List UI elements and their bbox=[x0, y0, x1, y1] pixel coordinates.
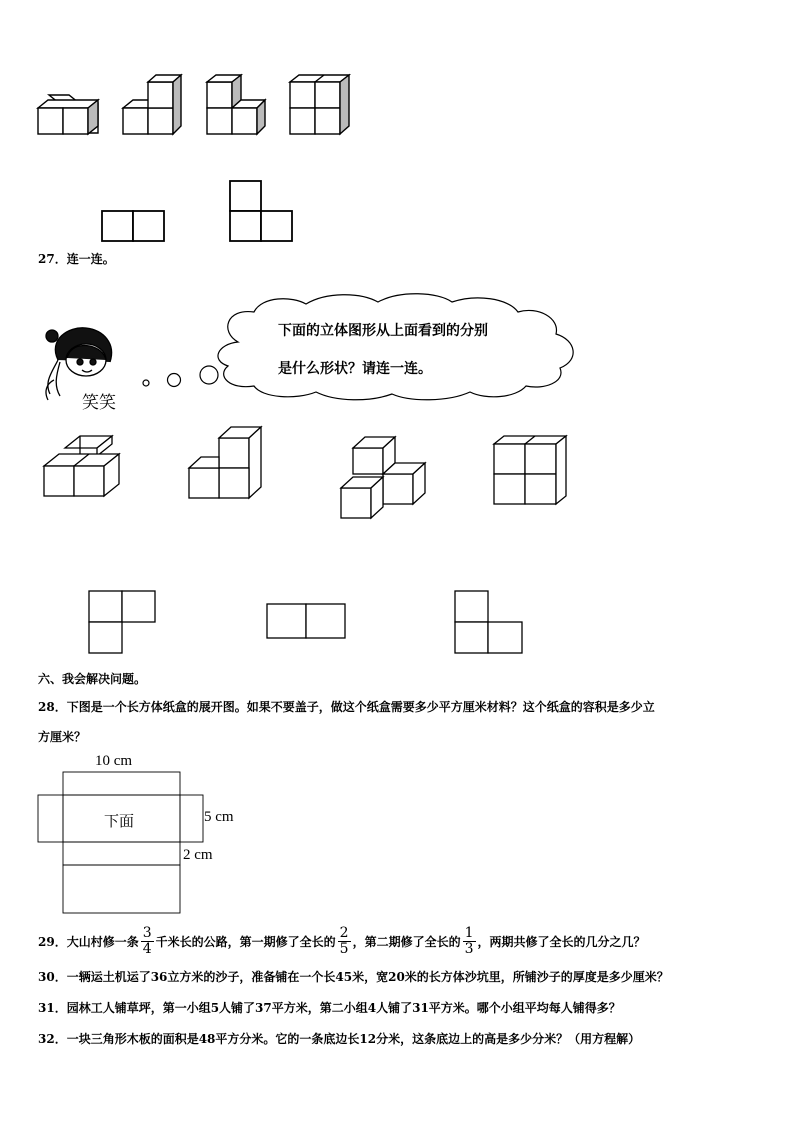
q27-solid-figures bbox=[0, 420, 794, 530]
q28-text-line-1: 28．下图是一个长方体纸盒的展开图。如果不要盖子，做这个纸盒需要多少平方厘米材料？这个纸盒的容积是多少立 bbox=[38, 700, 655, 714]
q27-plan-views bbox=[0, 585, 794, 660]
q28-text-line-2: 方厘米？ bbox=[38, 730, 87, 744]
label-height: 2 cm bbox=[183, 847, 213, 863]
q27-solid-figure-1 bbox=[44, 436, 119, 496]
fraction-denominator: 4 bbox=[142, 940, 152, 957]
q27-solid-figure-4 bbox=[494, 436, 566, 504]
plan-view-l-shape bbox=[230, 181, 292, 241]
q27-solid-figure-3 bbox=[341, 437, 425, 518]
q32-text: 32．一块三角形木板的面积是48平方分米。它的一条底边长12分米，这条底边上的高是多少分米？（用方程解） bbox=[38, 1032, 641, 1046]
fraction-denominator: 5 bbox=[339, 940, 349, 957]
q27-plan-view-2[interactable] bbox=[267, 604, 345, 638]
q29-part-2: 千米长的公路，第一期修了全长的 bbox=[155, 934, 336, 949]
section-heading: 六、我会解决问题。 bbox=[38, 672, 147, 686]
q27-title: 27．连一连。 bbox=[38, 252, 115, 266]
solid-figure-4 bbox=[290, 75, 349, 134]
q31-text: 31．园林工人铺草坪，第一小组5人铺了37平方米，第二小组4人铺了31平方米。哪个小组平均每人铺得多？ bbox=[38, 1001, 621, 1015]
label-width: 5 cm bbox=[204, 809, 234, 825]
top-solid-figures bbox=[0, 0, 794, 150]
q30-text: 30．一辆运土机运了36立方米的沙子，准备铺在一个长45米，宽20米的长方体沙坑里，所铺沙子的厚度是多少厘米？ bbox=[38, 970, 669, 984]
label-length: 10 cm bbox=[95, 753, 133, 769]
solid-figure-1 bbox=[38, 95, 98, 134]
bubble-line-1: 下面的立体图形从上面看到的分别 bbox=[278, 323, 488, 339]
fraction-three-quarters bbox=[141, 926, 154, 957]
fraction-one-third bbox=[463, 926, 476, 957]
fraction-numerator: 3 bbox=[142, 924, 152, 941]
q29-part-4: ，两期共修了全长的几分之几？ bbox=[477, 934, 646, 949]
q29-text bbox=[38, 922, 646, 960]
box-net-diagram bbox=[0, 750, 794, 920]
character-name: 笑笑 bbox=[82, 393, 116, 413]
fraction-two-fifths bbox=[338, 926, 351, 957]
bubble-line-2: 是什么形状？请连一连。 bbox=[278, 361, 432, 377]
q27-solid-figure-2 bbox=[189, 427, 261, 498]
fraction-numerator: 2 bbox=[339, 924, 349, 941]
q27-plan-view-1[interactable] bbox=[89, 591, 155, 653]
label-bottom-face: 下面 bbox=[104, 812, 135, 830]
solid-figure-2 bbox=[123, 75, 181, 134]
q27-plan-view-3[interactable] bbox=[455, 591, 522, 653]
solid-figure-3 bbox=[207, 75, 265, 134]
fraction-numerator: 1 bbox=[464, 924, 474, 941]
thought-bubble bbox=[130, 290, 590, 400]
plan-view-two-squares bbox=[102, 211, 164, 241]
top-plan-views bbox=[0, 170, 794, 250]
q29-part-1: 29．大山村修一条 bbox=[38, 934, 139, 949]
q29-part-3: ，第二期修了全长的 bbox=[352, 934, 461, 949]
fraction-denominator: 3 bbox=[464, 940, 474, 957]
